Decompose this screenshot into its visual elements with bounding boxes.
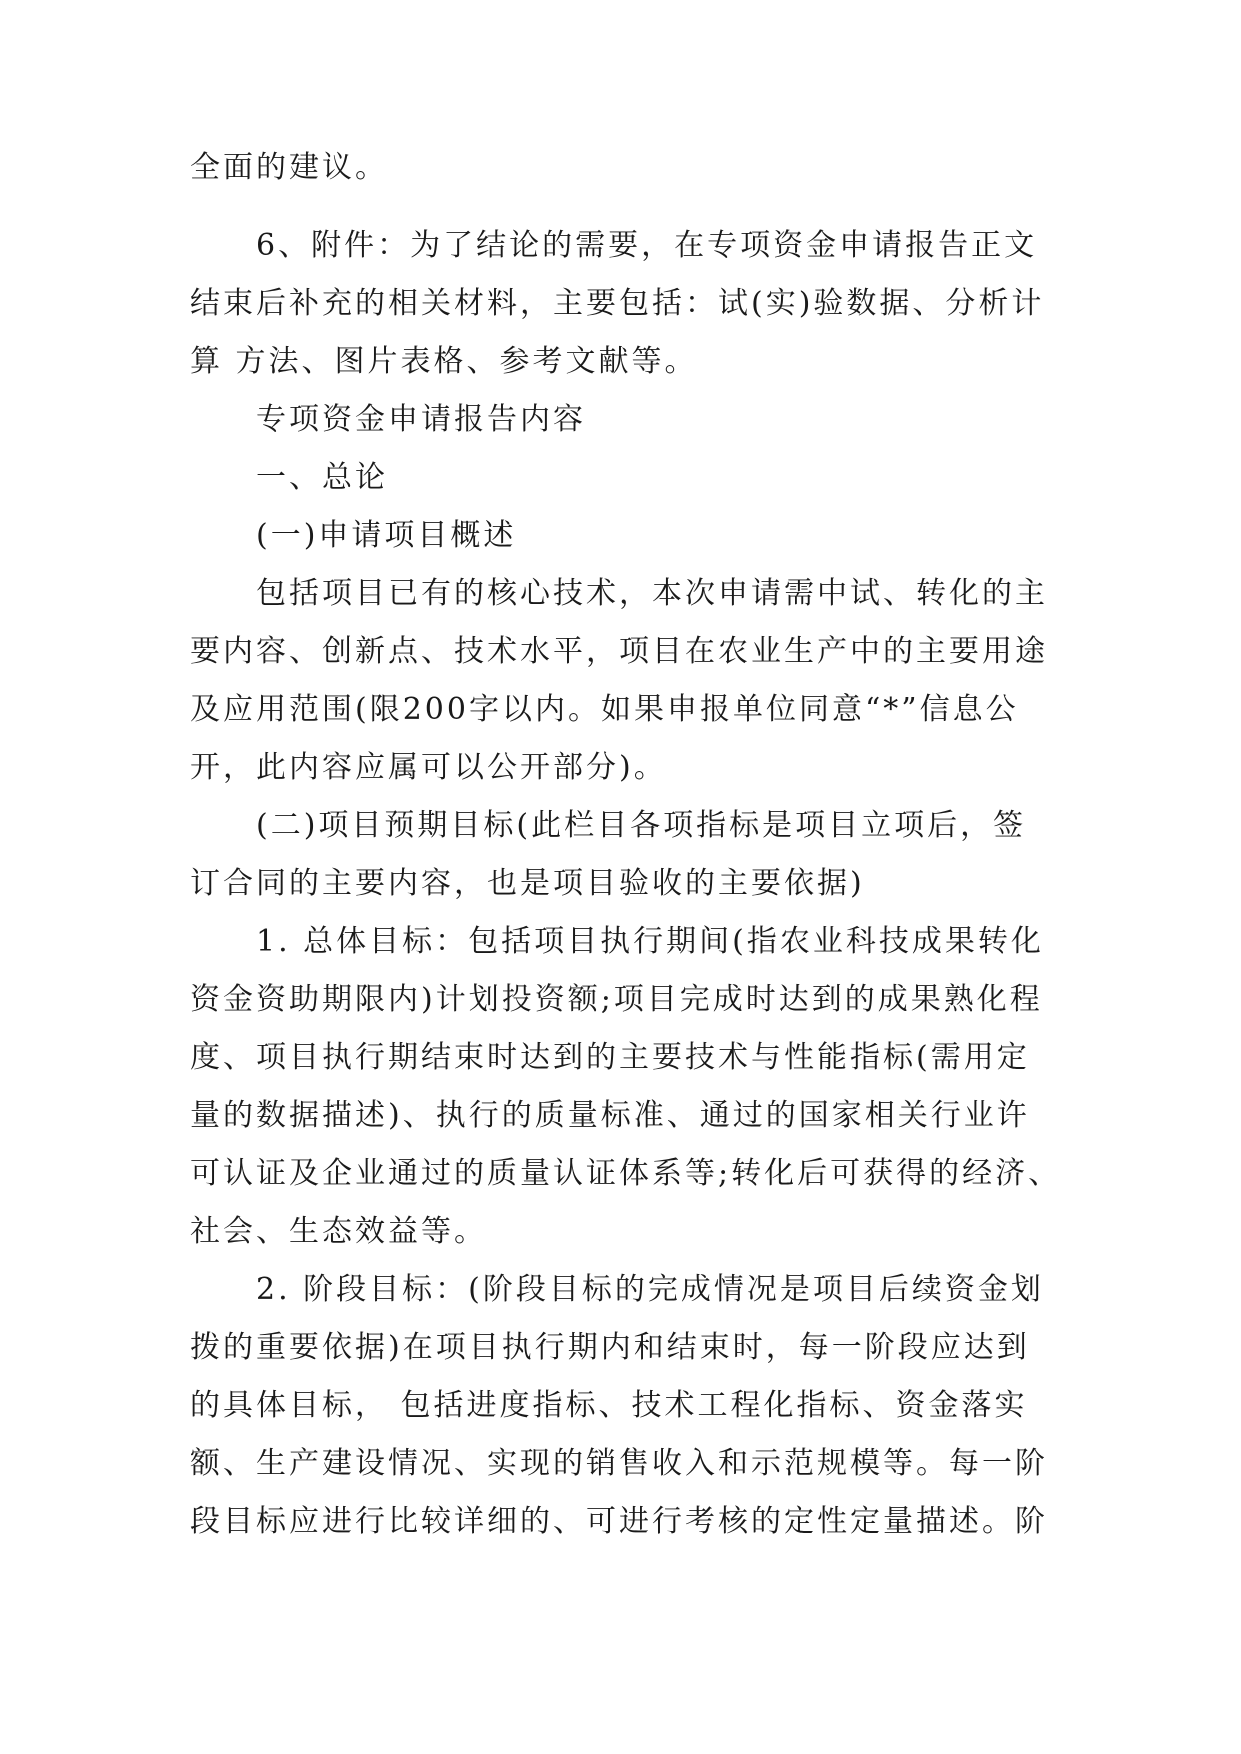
document-page: 全面的建议。 6、附件：为了结论的需要，在专项资金申请报告正文 结束后补充的相关材料，主要包括：试(实)验数据、分析计 算 方法、图片表格、参考文献等。 专项资金申请报告内容 一、总论 (一)申请项目概述 包括项目已有的核心技术，本次申请需中试、转化的主 要内容、创新点、技术水平，项目在农业生产中的主要用途 及应用范围(限200字以内。如果申报单位同意“*”信息公 开，此内容应属可以公开部分)。 (二)项目预期目标(此栏目各项指标是项目立项后，签 订合同的主要内容，也是项目验收的主要依据) 1. 总体目标：包括项目执行期间(指农业科技成果转化 资金资助期限内)计划投资额;项目完成时达到的成果熟化程 度、项目执行期结束时达到的主要技术与性能指标(需用定 量的数据描述)、执行的质量标准、通过的国家相关行业许 可认证及企业通过的质量认证体系等;转化后可获得的经济、 社会、生态效益等。 2. 阶段目标：(阶段目标的完成情况是项目后续资金划 拨的重要依据)在项目执行期内和结束时，每一阶段应达到 的具体目标， 包括进度指标、技术工程化指标、资金落实 额、生产建设情况、实现的销售收入和示范规模等。每一阶 段目标应进行比较详细的、可进行考核的定性定量描述。阶 xyxy=(190,150,1062,1539)
